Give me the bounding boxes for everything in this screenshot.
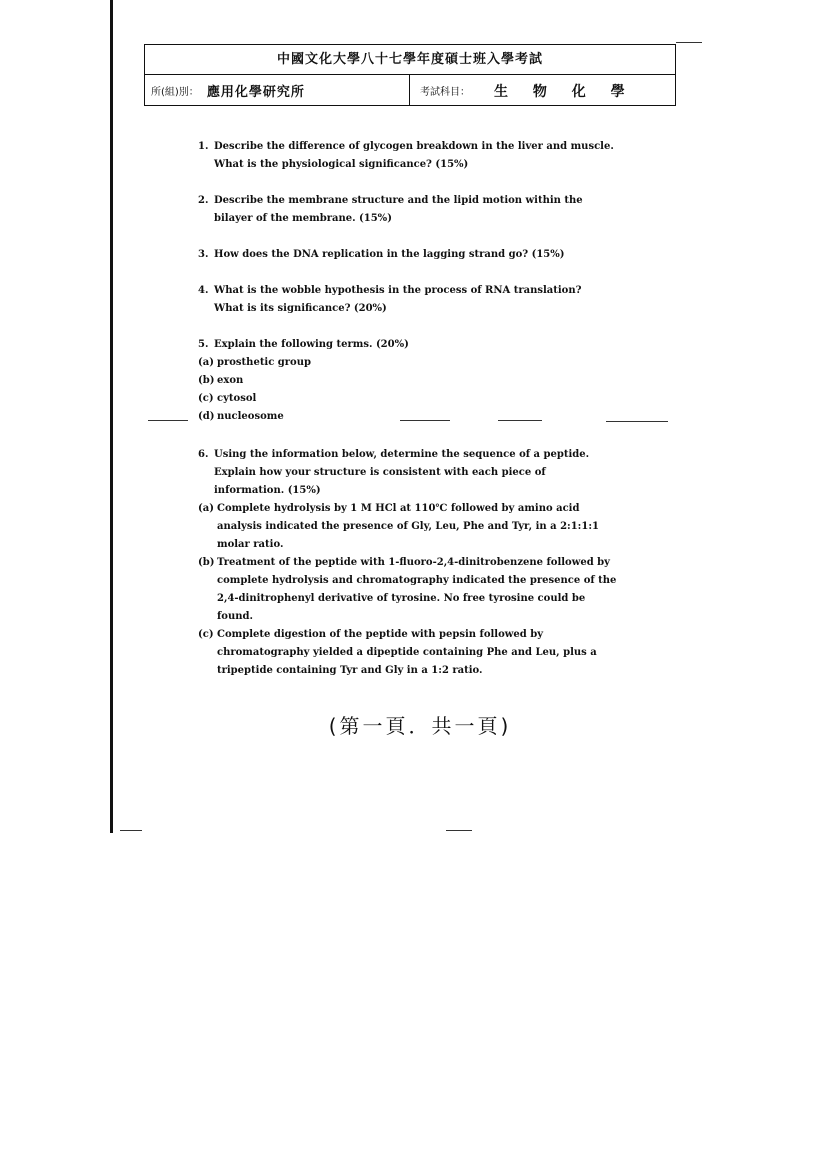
term-label: (d) xyxy=(198,411,215,422)
question-text: bilayer of the membrane. (15%) xyxy=(214,213,392,224)
scan-dash xyxy=(446,830,472,831)
clue-label: (a) xyxy=(198,503,214,514)
clue-text: Treatment of the peptide with 1-fluoro-2,4-dinitrobenzene followed by xyxy=(217,557,610,568)
question-5 xyxy=(198,336,628,426)
question-text: Using the information below, determine the sequence of a peptide. xyxy=(214,449,590,460)
scan-edge-line xyxy=(110,0,113,833)
term-item xyxy=(198,408,628,426)
question-number: 2. xyxy=(198,195,209,206)
term-item xyxy=(198,354,628,372)
question-2 xyxy=(198,192,628,228)
question-number: 6. xyxy=(198,449,209,460)
term-text: cytosol xyxy=(217,393,257,404)
clue-text: complete hydrolysis and chromatography indicated the presence of the xyxy=(217,575,617,586)
question-number: 5. xyxy=(198,339,209,350)
scan-dash xyxy=(120,830,142,831)
question-text: Describe the difference of glycogen breakdown in the liver and muscle. xyxy=(214,141,614,152)
exam-questions xyxy=(198,138,628,680)
page-number: (第一頁．共一頁) xyxy=(328,714,512,738)
question-text: Describe the membrane structure and the lipid motion within the xyxy=(214,195,583,206)
subject-label: 考試科目： xyxy=(420,87,470,98)
clue-text: found. xyxy=(217,611,253,622)
clue-text: Complete digestion of the peptide with pepsin followed by xyxy=(217,629,544,640)
clue-text: Complete hydrolysis by 1 M HCl at 110℃ followed by amino acid xyxy=(217,503,580,514)
scan-dash xyxy=(148,420,188,421)
question-text: information. (15%) xyxy=(214,485,321,496)
clue-item xyxy=(198,500,628,554)
term-item xyxy=(198,372,628,390)
question-6 xyxy=(198,446,628,680)
question-number: 3. xyxy=(198,249,209,260)
question-text: What is its significance? (20%) xyxy=(214,303,387,314)
clue-text: chromatography yielded a dipeptide containing Phe and Leu, plus a xyxy=(217,647,597,658)
question-text: What is the physiological significance? (15%) xyxy=(214,159,469,170)
question-4 xyxy=(198,282,628,318)
department-cell xyxy=(145,75,410,106)
clue-item xyxy=(198,626,628,680)
question-1 xyxy=(198,138,628,174)
exam-info-row xyxy=(145,75,675,106)
question-text: How does the DNA replication in the lagging strand go? (15%) xyxy=(214,249,565,260)
term-label: (a) xyxy=(198,357,214,368)
department-value: 應用化學研究所 xyxy=(206,85,305,100)
clue-label: (b) xyxy=(198,557,215,568)
clue-text: analysis indicated the presence of Gly, Leu, Phe and Tyr, in a 2:1:1:1 xyxy=(217,521,599,532)
exam-title: 中國文化大學八十七學年度碩士班入學考試 xyxy=(145,45,675,75)
term-text: exon xyxy=(217,375,244,386)
clue-item xyxy=(198,554,628,626)
department-label: 所(組)別： xyxy=(151,87,199,98)
term-text: prosthetic group xyxy=(217,357,311,368)
clue-label: (c) xyxy=(198,629,214,640)
clue-text: tripeptide containing Tyr and Gly in a 1:2 ratio. xyxy=(217,665,483,676)
clue-text: 2,4-dinitrophenyl derivative of tyrosine. No free tyrosine could be xyxy=(217,593,586,604)
subject-value: 生 物 化 學 xyxy=(494,83,635,100)
question-text: Explain how your structure is consistent with each piece of xyxy=(214,467,546,478)
term-text: nucleosome xyxy=(217,411,284,422)
clue-text: molar ratio. xyxy=(217,539,284,550)
exam-header xyxy=(144,44,676,106)
term-item xyxy=(198,390,628,408)
question-3 xyxy=(198,246,628,264)
term-label: (c) xyxy=(198,393,214,404)
term-label: (b) xyxy=(198,375,215,386)
question-number: 1. xyxy=(198,141,209,152)
subject-cell xyxy=(410,75,675,106)
question-text: Explain the following terms. (20%) xyxy=(214,339,409,350)
scan-dash xyxy=(676,42,702,43)
question-text: What is the wobble hypothesis in the process of RNA translation? xyxy=(214,285,582,296)
question-number: 4. xyxy=(198,285,209,296)
